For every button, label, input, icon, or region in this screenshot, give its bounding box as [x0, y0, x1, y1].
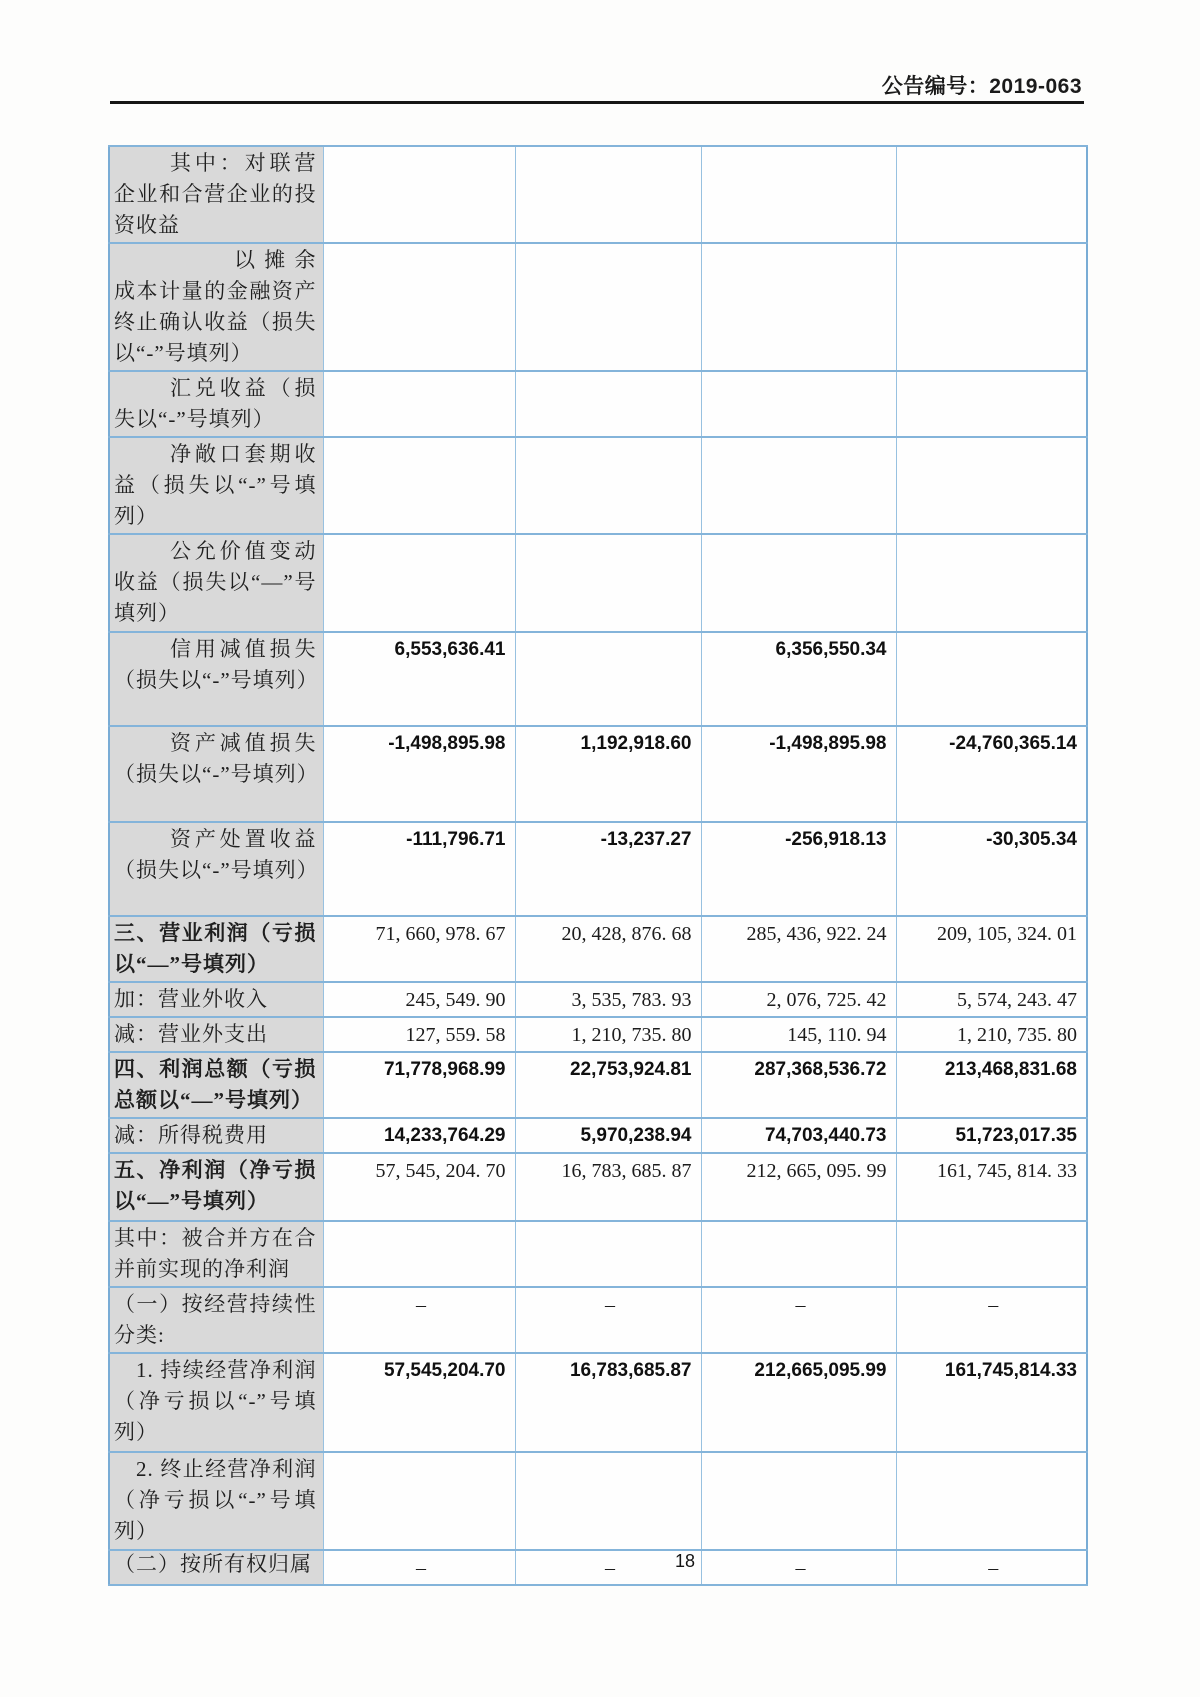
value-cell: [896, 243, 1087, 371]
table-row: [109, 982, 1087, 1017]
row-label-cell: 公允价值变动收益（损失以“—”号填列）: [109, 534, 323, 632]
table-row: [109, 437, 1087, 534]
value-cell: [515, 243, 701, 371]
value-cell: 57,545,204.70: [323, 1353, 515, 1452]
value-cell: 16,783,685.87: [515, 1353, 701, 1452]
value-cell: 3, 535, 783. 93: [515, 982, 701, 1017]
income-statement-table: [108, 145, 1088, 1586]
value-cell: 212, 665, 095. 99: [701, 1153, 896, 1221]
row-label-cell: 资产减值损失（损失以“-”号填列）: [109, 726, 323, 822]
value-cell: 71,778,968.99: [323, 1052, 515, 1118]
value-cell: [323, 1221, 515, 1287]
table-row: [109, 1550, 1087, 1585]
value-cell: [701, 371, 896, 437]
table-row: [109, 726, 1087, 822]
value-cell: 2, 076, 725. 42: [701, 982, 896, 1017]
value-cell: [701, 243, 896, 371]
value-cell: [701, 1221, 896, 1287]
row-label-cell: 其中：被合并方在合并前实现的净利润: [109, 1221, 323, 1287]
value-cell: 1, 210, 735. 80: [515, 1017, 701, 1052]
row-label-cell: 加：营业外收入: [109, 982, 323, 1017]
value-cell: 5, 574, 243. 47: [896, 982, 1087, 1017]
value-cell: [323, 243, 515, 371]
row-label-cell: 四、利润总额（亏损总额以“—”号填列）: [109, 1052, 323, 1118]
value-cell: –: [701, 1550, 896, 1585]
value-cell: 127, 559. 58: [323, 1017, 515, 1052]
row-label-cell: 以摊余成本计量的金融资产终止确认收益（损失以“-”号填列）: [109, 243, 323, 371]
value-cell: [515, 1452, 701, 1550]
row-label-cell: 减：营业外支出: [109, 1017, 323, 1052]
table-row: [109, 1287, 1087, 1353]
page-number: 18: [674, 1551, 696, 1571]
value-cell: –: [896, 1550, 1087, 1585]
row-label-cell: 1. 持续经营净利润（净亏损以“-”号填列）: [109, 1353, 323, 1452]
value-cell: [701, 534, 896, 632]
row-label-cell: 净敞口套期收益（损失以“-”号填列）: [109, 437, 323, 534]
value-cell: [896, 632, 1087, 726]
row-label-cell: 信用减值损失（损失以“-”号填列）: [109, 632, 323, 726]
value-cell: 5,970,238.94: [515, 1118, 701, 1153]
value-cell: –: [701, 1287, 896, 1353]
value-cell: [515, 534, 701, 632]
value-cell: [323, 1452, 515, 1550]
value-cell: 287,368,536.72: [701, 1052, 896, 1118]
value-cell: 1,192,918.60: [515, 726, 701, 822]
value-cell: [515, 371, 701, 437]
row-label-cell: 资产处置收益（损失以“-”号填列）: [109, 822, 323, 916]
value-cell: 20, 428, 876. 68: [515, 916, 701, 982]
value-cell: [515, 1221, 701, 1287]
table-row: [109, 1452, 1087, 1550]
value-cell: -1,498,895.98: [323, 726, 515, 822]
value-cell: 161,745,814.33: [896, 1353, 1087, 1452]
value-cell: 145, 110. 94: [701, 1017, 896, 1052]
value-cell: 161, 745, 814. 33: [896, 1153, 1087, 1221]
table-row: [109, 1017, 1087, 1052]
value-cell: 212,665,095.99: [701, 1353, 896, 1452]
value-cell: [701, 437, 896, 534]
value-cell: [701, 146, 896, 243]
row-label-cell: 2. 终止经营净利润（净亏损以“-”号填列）: [109, 1452, 323, 1550]
value-cell: [896, 437, 1087, 534]
table-row: [109, 1153, 1087, 1221]
value-cell: 6,553,636.41: [323, 632, 515, 726]
row-label-cell: （一）按经营持续性分类:: [109, 1287, 323, 1353]
table-row: [109, 243, 1087, 371]
value-cell: 285, 436, 922. 24: [701, 916, 896, 982]
value-cell: [701, 1452, 896, 1550]
value-cell: 51,723,017.35: [896, 1118, 1087, 1153]
value-cell: [323, 146, 515, 243]
row-label-cell: 减：所得税费用: [109, 1118, 323, 1153]
value-cell: [323, 437, 515, 534]
value-cell: 6,356,550.34: [701, 632, 896, 726]
row-label-cell: 五、净利润（净亏损以“—”号填列）: [109, 1153, 323, 1221]
row-label-cell: 汇兑收益（损失以“-”号填列）: [109, 371, 323, 437]
table-row: [109, 534, 1087, 632]
value-cell: [896, 1221, 1087, 1287]
value-cell: [515, 146, 701, 243]
table-row: [109, 916, 1087, 982]
table-row: [109, 632, 1087, 726]
value-cell: [896, 534, 1087, 632]
value-cell: [515, 437, 701, 534]
value-cell: -13,237.27: [515, 822, 701, 916]
value-cell: –: [515, 1287, 701, 1353]
value-cell: –: [323, 1287, 515, 1353]
table-row: [109, 822, 1087, 916]
value-cell: 1, 210, 735. 80: [896, 1017, 1087, 1052]
table-row: [109, 146, 1087, 243]
value-cell: -256,918.13: [701, 822, 896, 916]
value-cell: 14,233,764.29: [323, 1118, 515, 1153]
value-cell: 213,468,831.68: [896, 1052, 1087, 1118]
row-label-cell: 三、营业利润（亏损以“—”号填列）: [109, 916, 323, 982]
value-cell: -1,498,895.98: [701, 726, 896, 822]
value-cell: 245, 549. 90: [323, 982, 515, 1017]
value-cell: [515, 632, 701, 726]
value-cell: –: [515, 1550, 701, 1585]
value-cell: [896, 371, 1087, 437]
value-cell: -24,760,365.14: [896, 726, 1087, 822]
value-cell: [896, 146, 1087, 243]
row-label-cell: （二）按所有权归属: [109, 1550, 323, 1585]
value-cell: 57, 545, 204. 70: [323, 1153, 515, 1221]
announcement-number: 公告编号：2019-063: [881, 75, 1082, 98]
table-row: [109, 371, 1087, 437]
value-cell: 71, 660, 978. 67: [323, 916, 515, 982]
value-cell: –: [896, 1287, 1087, 1353]
value-cell: –: [323, 1550, 515, 1585]
table-row: [109, 1221, 1087, 1287]
value-cell: -111,796.71: [323, 822, 515, 916]
value-cell: 22,753,924.81: [515, 1052, 701, 1118]
value-cell: [323, 371, 515, 437]
value-cell: 209, 105, 324. 01: [896, 916, 1087, 982]
table-row: [109, 1118, 1087, 1153]
row-label-cell: 其中：对联营企业和合营企业的投资收益: [109, 146, 323, 243]
value-cell: 16, 783, 685. 87: [515, 1153, 701, 1221]
value-cell: [323, 534, 515, 632]
value-cell: 74,703,440.73: [701, 1118, 896, 1153]
value-cell: [896, 1452, 1087, 1550]
value-cell: -30,305.34: [896, 822, 1087, 916]
table-row: [109, 1353, 1087, 1452]
header-rule: [110, 101, 1084, 104]
table-row: [109, 1052, 1087, 1118]
